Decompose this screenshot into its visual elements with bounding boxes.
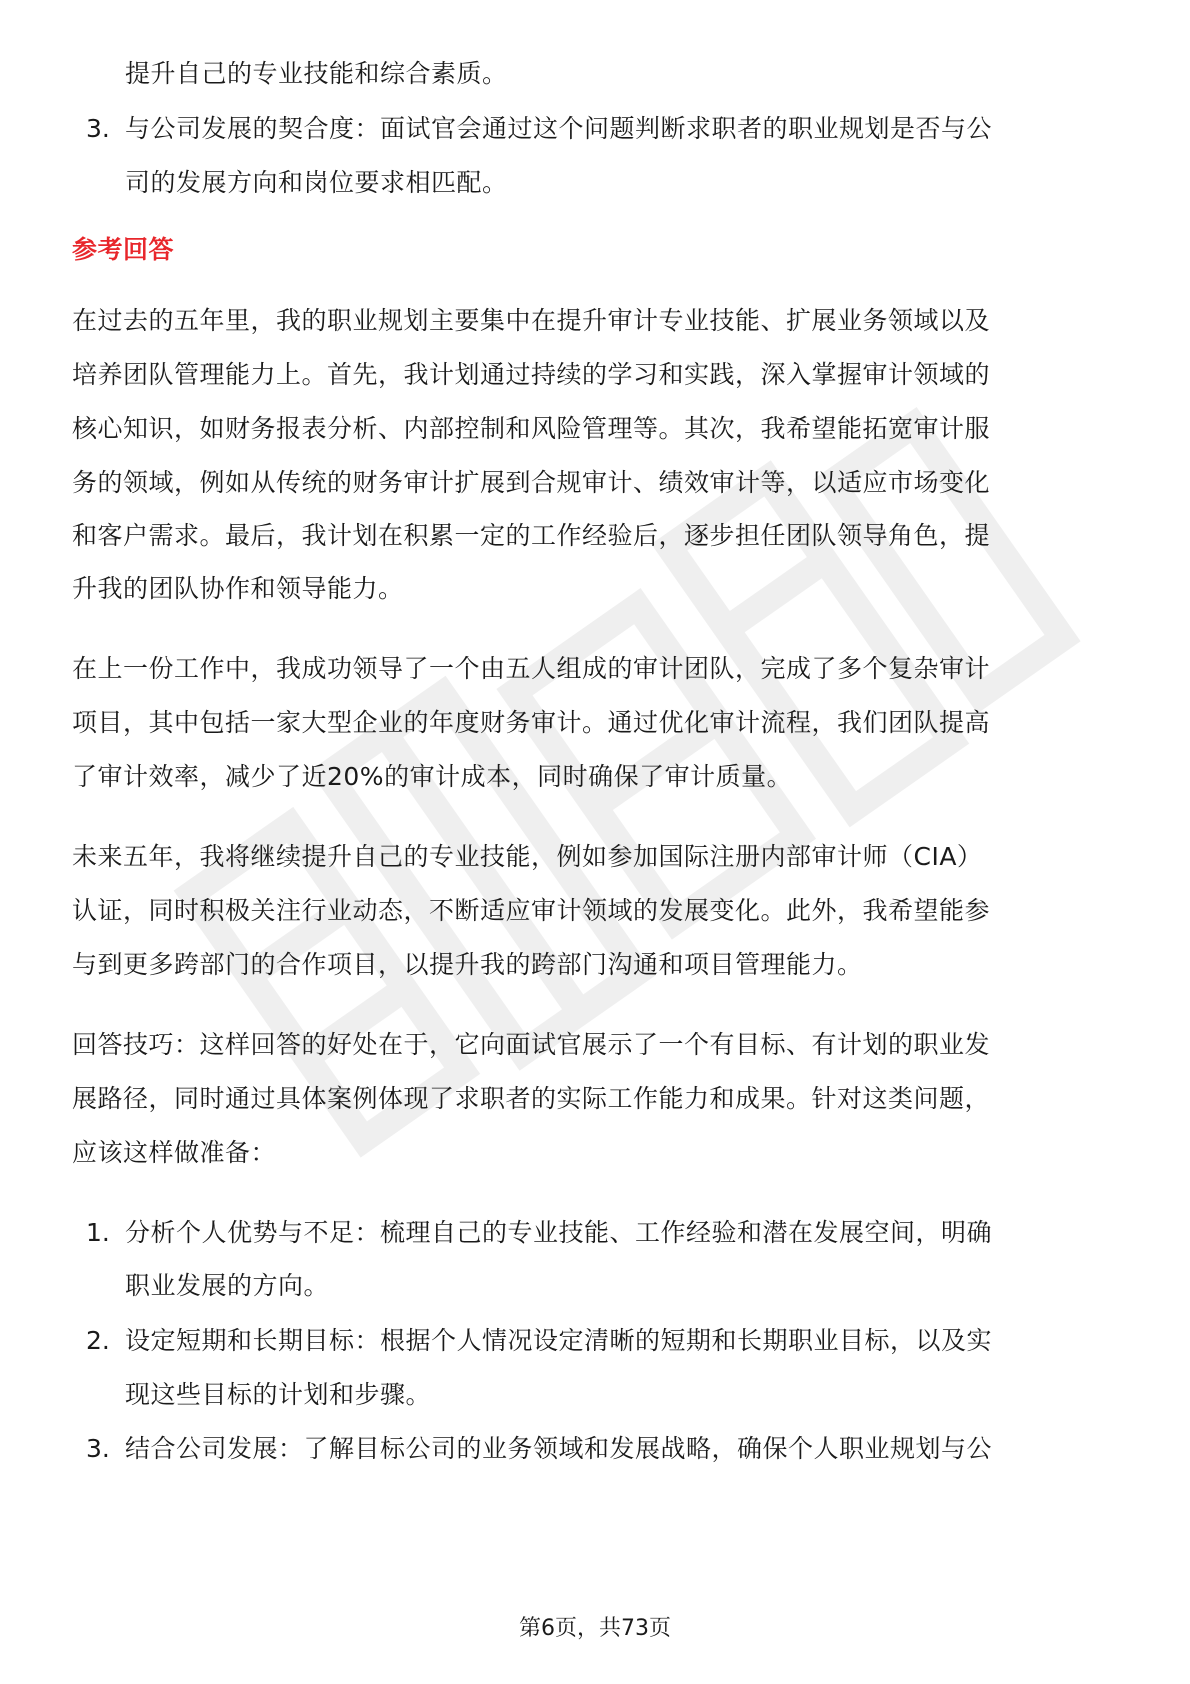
- list-item-line: 职业发展的方向。: [125, 1271, 330, 1300]
- paragraph-line: 和客户需求。最后，我计划在积累一定的工作经验后，逐步担任团队领导角色，提: [72, 521, 991, 550]
- paragraph-line: 认证，同时积极关注行业动态，不断适应审计领域的发展变化。此外，我希望能参: [72, 896, 991, 925]
- paragraph-line: 项目，其中包括一家大型企业的年度财务审计。通过优化审计流程，我们团队提高: [72, 708, 991, 737]
- page-footer: 第6页，共73页: [519, 1616, 671, 1641]
- list-item-line: 司的发展方向和岗位要求相匹配。: [125, 168, 508, 197]
- list-item-continuation: 提升自己的专业技能和综合素质。: [125, 59, 508, 88]
- tips-line: 应该这样做准备：: [72, 1138, 277, 1167]
- list-item-line: 结合公司发展：了解目标公司的业务领域和发展战略，确保个人职业规划与公: [125, 1434, 993, 1463]
- list-number: 2.: [86, 1326, 110, 1355]
- list-item-line: 与公司发展的契合度：面试官会通过这个问题判断求职者的职业规划是否与公: [125, 114, 993, 143]
- paragraph-line: 在过去的五年里，我的职业规划主要集中在提升审计专业技能、扩展业务领域以及: [72, 306, 991, 335]
- list-number: 3.: [86, 114, 110, 143]
- list-number: 1.: [86, 1218, 110, 1247]
- tips-line: 展路径，同时通过具体案例体现了求职者的实际工作能力和成果。针对这类问题，: [72, 1084, 991, 1113]
- paragraph-line: 未来五年，我将继续提升自己的专业技能，例如参加国际注册内部审计师（CIA）: [72, 842, 983, 871]
- list-item-line: 分析个人优势与不足：梳理自己的专业技能、工作经验和潜在发展空间，明确: [125, 1218, 993, 1247]
- paragraph-line: 升我的团队协作和领导能力。: [72, 574, 404, 603]
- section-heading: 参考回答: [72, 235, 175, 264]
- tips-line: 回答技巧：这样回答的好处在于，它向面试官展示了一个有目标、有计划的职业发: [72, 1030, 991, 1059]
- list-item-line: 现这些目标的计划和步骤。: [125, 1380, 432, 1409]
- list-item-line: 设定短期和长期目标：根据个人情况设定清晰的短期和长期职业目标，以及实: [125, 1326, 993, 1355]
- paragraph-line: 培养团队管理能力上。首先，我计划通过持续的学习和实践，深入掌握审计领域的: [72, 360, 991, 389]
- paragraph-line: 核心知识，如财务报表分析、内部控制和风险管理等。其次，我希望能拓宽审计服: [72, 414, 991, 443]
- paragraph-line: 了审计效率，减少了近20%的审计成本，同时确保了审计质量。: [72, 762, 793, 791]
- paragraph-line: 与到更多跨部门的合作项目，以提升我的跨部门沟通和项目管理能力。: [72, 950, 863, 979]
- list-number: 3.: [86, 1434, 110, 1463]
- paragraph-line: 在上一份工作中，我成功领导了一个由五人组成的审计团队，完成了多个复杂审计: [72, 654, 991, 683]
- paragraph-line: 务的领域，例如从传统的财务审计扩展到合规审计、绩效审计等，以适应市场变化: [72, 468, 991, 497]
